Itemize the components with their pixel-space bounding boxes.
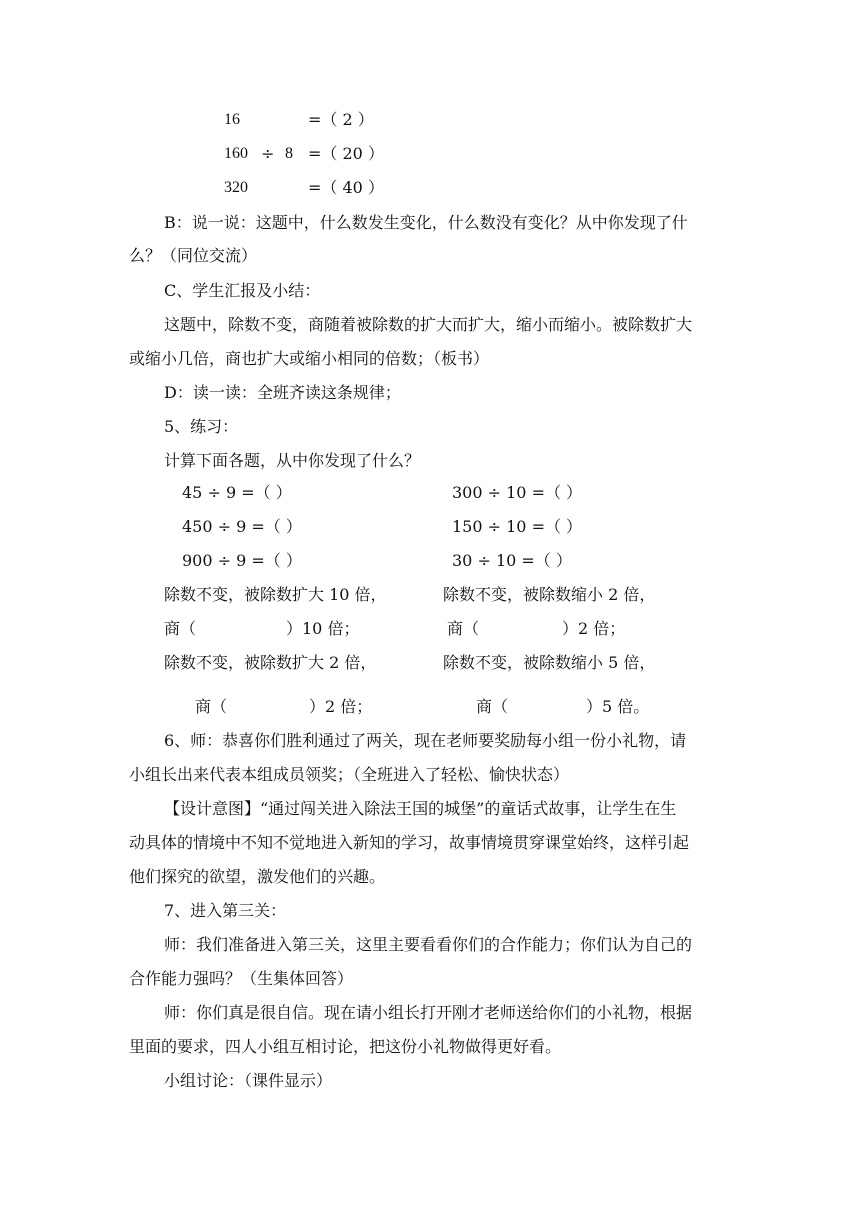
para-b-line2: 么？（同位交流） bbox=[129, 246, 258, 265]
calc-row1-result: =（ 2 ） bbox=[308, 110, 374, 129]
teacher-line2b: 里面的要求，四人小组互相讨论，把这份小礼物做得更好看。 bbox=[129, 1037, 562, 1056]
calc-row1-dividend: 16 bbox=[224, 111, 240, 128]
para-c: C、学生汇报及小结： bbox=[164, 281, 321, 300]
exercise-heading: 5、练习： bbox=[164, 417, 239, 436]
calc-row2-divisor: 8 bbox=[285, 145, 293, 162]
group-discussion: 小组讨论：（课件显示） bbox=[164, 1071, 333, 1090]
teacher-line1a: 师：我们准备进入第三关，这里主要看看你们的合作能力；你们认为自己的 bbox=[164, 935, 693, 954]
fill-left-4-end: ）2 倍； bbox=[309, 697, 373, 716]
calc-prompt: 计算下面各题，从中你发现了什么？ bbox=[164, 451, 421, 470]
calc-row2-result: =（ 20 ） bbox=[308, 144, 384, 163]
summary-line1: 这题中，除数不变，商随着被除数的扩大而扩大，缩小而缩小。被除数扩大 bbox=[164, 315, 693, 334]
fill-left-2-end: ）10 倍； bbox=[286, 619, 360, 638]
fill-right-2-start: 商（ bbox=[447, 619, 480, 638]
teacher-line2a: 师：你们真是很自信。现在请小组长打开刚才老师送给你们的小礼物，根据 bbox=[164, 1003, 693, 1022]
exercise-right-2: 150 ÷ 10 =（ ） bbox=[452, 517, 583, 536]
exercise-left-1: 45 ÷ 9 =（ ） bbox=[182, 483, 292, 502]
calc-row3-dividend: 320 bbox=[224, 179, 248, 196]
design-intent-line3: 他们探究的欲望，激发他们的兴趣。 bbox=[129, 867, 386, 886]
para-6-line2: 小组长出来代表本组成员领奖；（全班进入了轻松、愉快状态） bbox=[129, 765, 570, 784]
para-b-line1: B：说一说：这题中，什么数发生变化，什么数没有变化？从中你发现了什 bbox=[164, 213, 688, 232]
calc-row2-op: ÷ bbox=[261, 144, 275, 163]
exercise-right-1: 300 ÷ 10 =（ ） bbox=[452, 483, 583, 502]
para-7: 7、进入第三关： bbox=[164, 901, 287, 920]
fill-right-3: 除数不变，被除数缩小 5 倍， bbox=[443, 653, 656, 672]
calc-row3-result: =（ 40 ） bbox=[308, 178, 384, 197]
calc-row2-dividend: 160 bbox=[224, 145, 248, 162]
exercise-left-3: 900 ÷ 9 =（ ） bbox=[182, 551, 302, 570]
exercise-right-3: 30 ÷ 10 =（ ） bbox=[452, 551, 572, 570]
design-intent-line2: 动具体的情境中不知不觉地进入新知的学习，故事情境贯穿课堂始终，这样引起 bbox=[129, 833, 690, 852]
design-intent-line1: 【设计意图】“通过闯关进入除法王国的城堡”的童话式故事，让学生在生 bbox=[164, 799, 677, 818]
fill-right-2-end: ）2 倍； bbox=[562, 619, 626, 638]
para-6-line1: 6、师：恭喜你们胜利通过了两关，现在老师要奖励每小组一份小礼物，请 bbox=[164, 731, 687, 750]
fill-left-3: 除数不变，被除数扩大 2 倍， bbox=[164, 653, 377, 672]
teacher-line1b: 合作能力强吗？（生集体回答） bbox=[129, 969, 354, 988]
fill-left-4-start: 商（ bbox=[195, 697, 228, 716]
fill-left-1: 除数不变，被除数扩大 10 倍， bbox=[164, 585, 387, 604]
para-d: D：读一读：全班齐读这条规律； bbox=[164, 383, 401, 402]
fill-left-2-start: 商（ bbox=[164, 619, 197, 638]
exercise-left-2: 450 ÷ 9 =（ ） bbox=[182, 517, 302, 536]
fill-right-1: 除数不变，被除数缩小 2 倍， bbox=[443, 585, 656, 604]
fill-right-4-end: ）5 倍。 bbox=[586, 697, 650, 716]
summary-line2: 或缩小几倍，商也扩大或缩小相同的倍数；（板书） bbox=[129, 349, 490, 368]
fill-right-4-start: 商（ bbox=[476, 697, 509, 716]
